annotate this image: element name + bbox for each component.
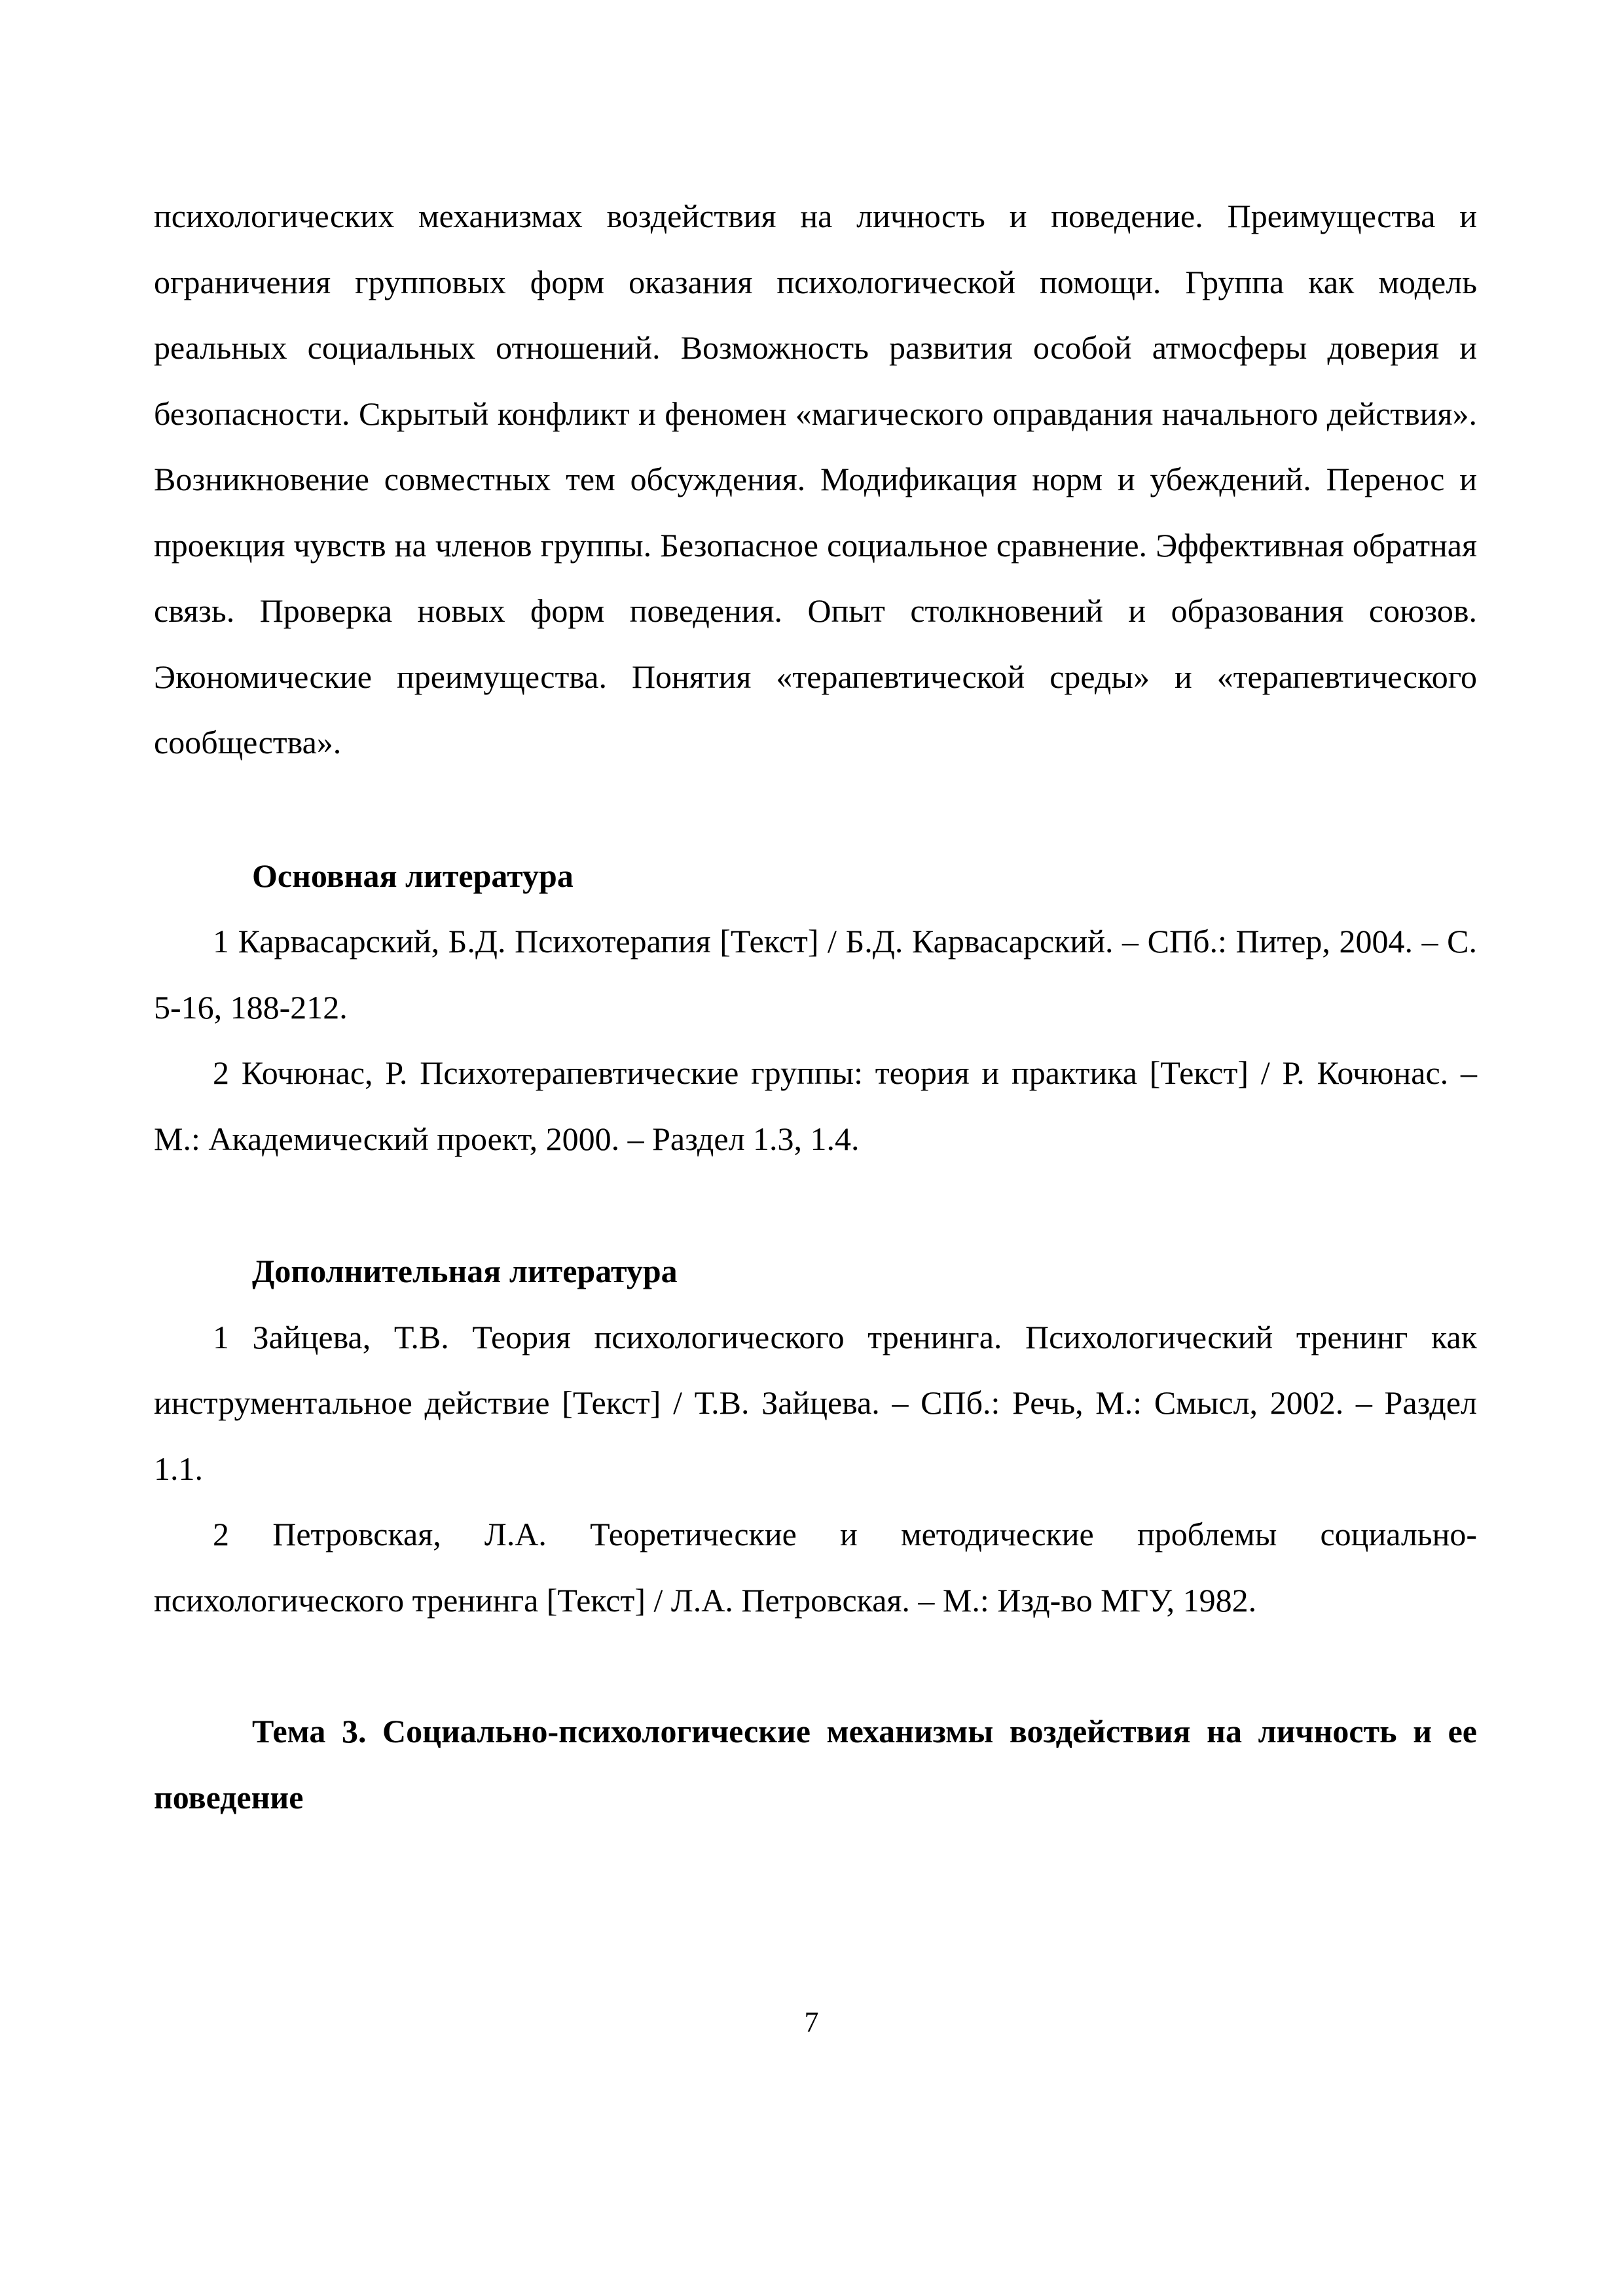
additional-literature-heading: Дополнительная литература	[252, 1253, 678, 1289]
topic-heading: Тема 3. Социально-психологические механизмы воздействия на личность и ее поведение	[154, 1713, 1477, 1816]
main-literature-heading: Основная литература	[252, 857, 574, 894]
main-literature-item: 2 Кочюнас, Р. Психотерапевтические группы: теория и практика [Текст] / Р. Кочюнас. – М.: Академический проект, 2000. – Раздел 1.3, 1.4.	[154, 1054, 1477, 1157]
page-content	[154, 183, 1477, 1830]
spacer	[154, 776, 1477, 843]
additional-literature-item: 1 Зайцева, Т.В. Теория психологического тренинга. Психологический тренинг как инструментальное действие [Текст] / Т.В. Зайцева. – СПб.: Речь, М.: Смысл, 2002. – Раздел 1.1.	[154, 1318, 1477, 1487]
spacer	[154, 1633, 1477, 1698]
page-number: 7	[804, 2006, 819, 2038]
additional-literature-item: 2 Петровская, Л.А. Теоретические и методические проблемы социально-психологического тренинга [Текст] / Л.А. Петровская. – М.: Изд-во МГУ, 1982.	[154, 1516, 1477, 1619]
main-literature-item: 1 Карвасарский, Б.Д. Психотерапия [Текст] / Б.Д. Карвасарский. – СПб.: Питер, 2004. – С. 5-16, 188-212.	[154, 923, 1477, 1026]
spacer	[154, 1172, 1477, 1238]
intro-paragraph: психологических механизмах воздействия на личность и поведение. Преимущества и ограничения групповых форм оказания психологической помощи. Группа как модель реальных социальных отношений. Возможность развития особой атмосферы доверия и безопасности. Скрытый конфликт и феномен «магического оправдания начального действия». Возникновение совместных тем обсуждения. Модификация норм и убеждений. Перенос и проекция чувств на членов группы. Безопасное социальное сравнение. Эффективная обратная связь. Проверка новых форм поведения. Опыт столкновений и образования союзов. Экономические преимущества. Понятия «терапевтической среды» и «терапевтического сообщества».	[154, 198, 1477, 761]
